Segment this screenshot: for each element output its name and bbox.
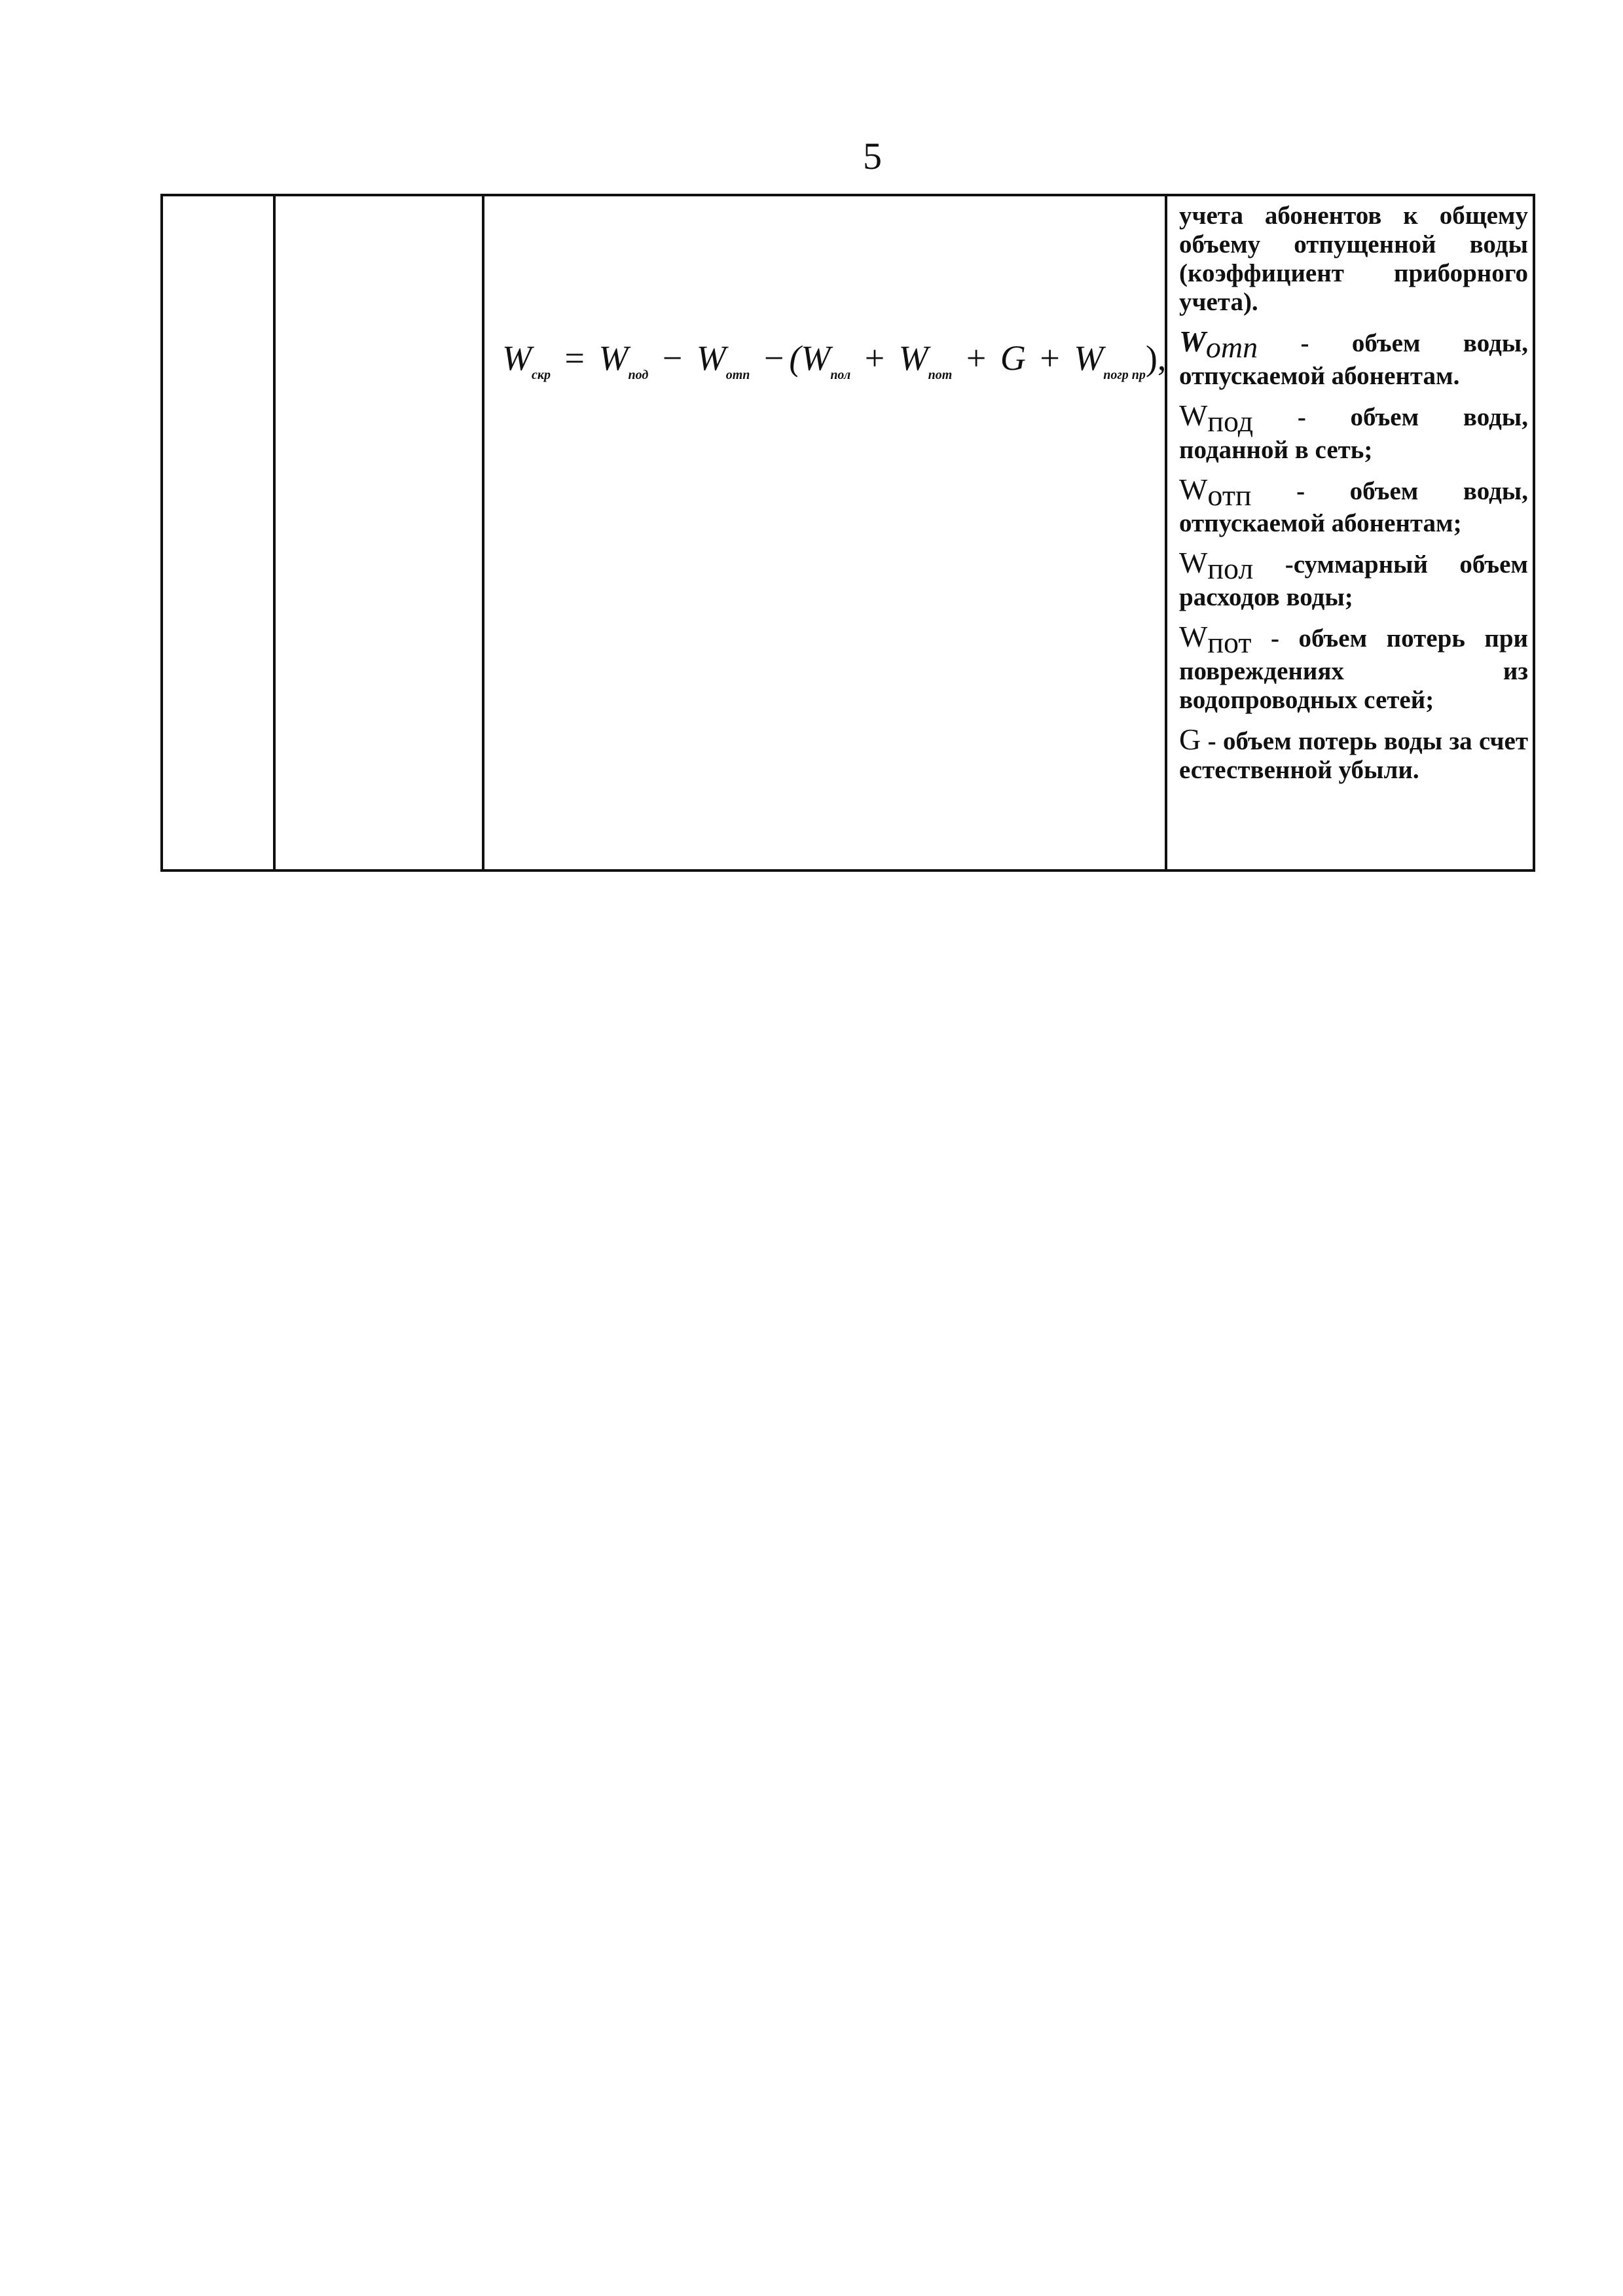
column-divider [273,196,276,869]
variable-definition: $W_{пол}$ -суммарный объем расходов воды; [1179,546,1528,612]
variable-definition: $W_{отп}$ - объем воды, отпускаемой абонентам. [1179,325,1528,390]
formula-table [160,194,1535,872]
description-intro: учета абонентов к общему объему отпущенной воды (коэффициент приборного учета). [1179,202,1528,316]
variable-definition: $W_{пот}$ - объем потерь при повреждениях из водопроводных сетей; [1179,620,1529,714]
column-divider [1165,196,1167,869]
variable-descriptions [1179,202,1528,785]
variable-definition: $W_{отп}$ - объем воды, отпускаемой абонентам; [1179,472,1528,538]
variable-definition: $W_{под}$ - объем воды, поданной в сеть; [1179,398,1528,464]
variable-definition: G - объем потерь воды за счет естественной убыли. [1179,722,1528,784]
page-number: 5 [863,135,882,177]
column-divider [482,196,484,869]
loss-formula: $W_{скр} = W_{под} - W_{отп} - (W_{пол} + W_{пот} + G + W_{погр пр})$, [502,338,1167,382]
